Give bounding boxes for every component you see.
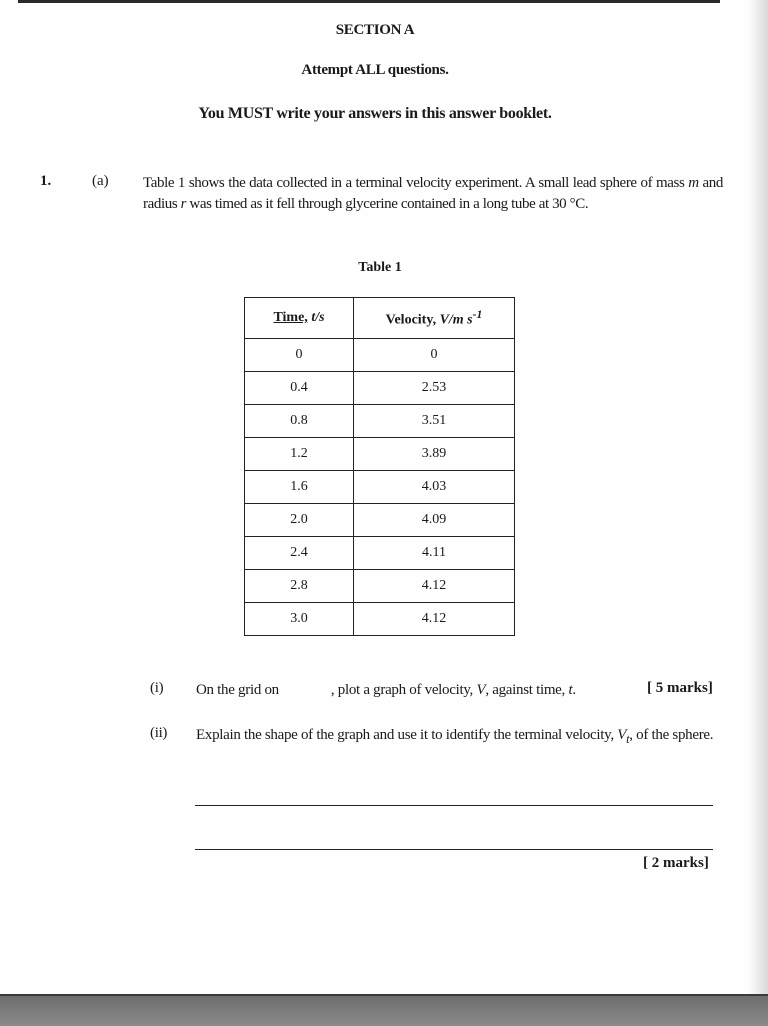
velocity-cell: 4.12 [354,570,515,603]
answer-line-1[interactable] [195,805,713,806]
subquestion-i-marks: [ 5 marks] [647,680,713,696]
header-time: Time, t/s [245,298,354,339]
velocity-cell: 3.89 [354,438,515,471]
velocity-cell: 0 [354,339,515,372]
velocity-cell: 4.12 [354,603,515,636]
subquestion-ii-label: (ii) [150,725,168,741]
table-row [245,570,515,603]
table-caption: Table 1 [358,260,402,275]
table-row [245,603,515,636]
question-number: 1. [40,173,52,189]
table-row [245,471,515,504]
section-title: SECTION A [335,22,415,38]
velocity-cell: 2.53 [354,372,515,405]
scan-background-strip [0,994,768,1026]
subquestion-ii-text: Explain the shape of the graph and use it to identify the terminal velocity, $V_t$, of the sphere. [196,727,714,746]
time-cell: 0 [245,339,354,372]
page-edge-shadow [748,0,768,1024]
time-cell: 0.4 [245,372,354,405]
question-body-text-2: and radius [143,175,723,212]
radius-symbol: r [180,196,187,212]
table-header-row [245,298,515,339]
table-row [245,339,515,372]
velocity-cell: 4.09 [354,504,515,537]
instruction-attempt: Attempt ALL questions. [301,62,449,78]
mass-symbol: m [688,175,699,191]
question-part: (a) [92,173,109,189]
time-cell: 2.8 [245,570,354,603]
subquestion-i-label: (i) [150,680,164,696]
answer-line-2[interactable] [195,849,713,850]
subquestion-ii-marks: [ 2 marks] [643,855,709,871]
time-cell: 1.6 [245,471,354,504]
time-cell: 3.0 [245,603,354,636]
velocity-cell: 4.03 [354,471,515,504]
time-cell: 0.8 [245,405,354,438]
top-border-rule [18,0,720,3]
data-table [244,297,515,636]
question-body [143,173,723,215]
instruction-write: You MUST write your answers in this answer booklet. [198,105,552,122]
header-velocity: Velocity, V/m $s^{-1}$ [354,298,515,339]
table-row [245,438,515,471]
time-cell: 1.2 [245,438,354,471]
velocity-cell: 4.11 [354,537,515,570]
subquestion-i-text: On the grid on , plot a graph of velocity, V, against time, t. [196,682,576,698]
table-row [245,504,515,537]
velocity-cell: 3.51 [354,405,515,438]
table-row [245,537,515,570]
table-row [245,405,515,438]
time-cell: 2.4 [245,537,354,570]
time-cell: 2.0 [245,504,354,537]
question-body-text-3: was timed as it fell through glycerine contained in a long tube at 30 °C. [186,196,589,212]
question-body-text-1: Table 1 shows the data collected in a terminal velocity experiment. A small lead sphere of mass [143,175,689,191]
table-row [245,372,515,405]
